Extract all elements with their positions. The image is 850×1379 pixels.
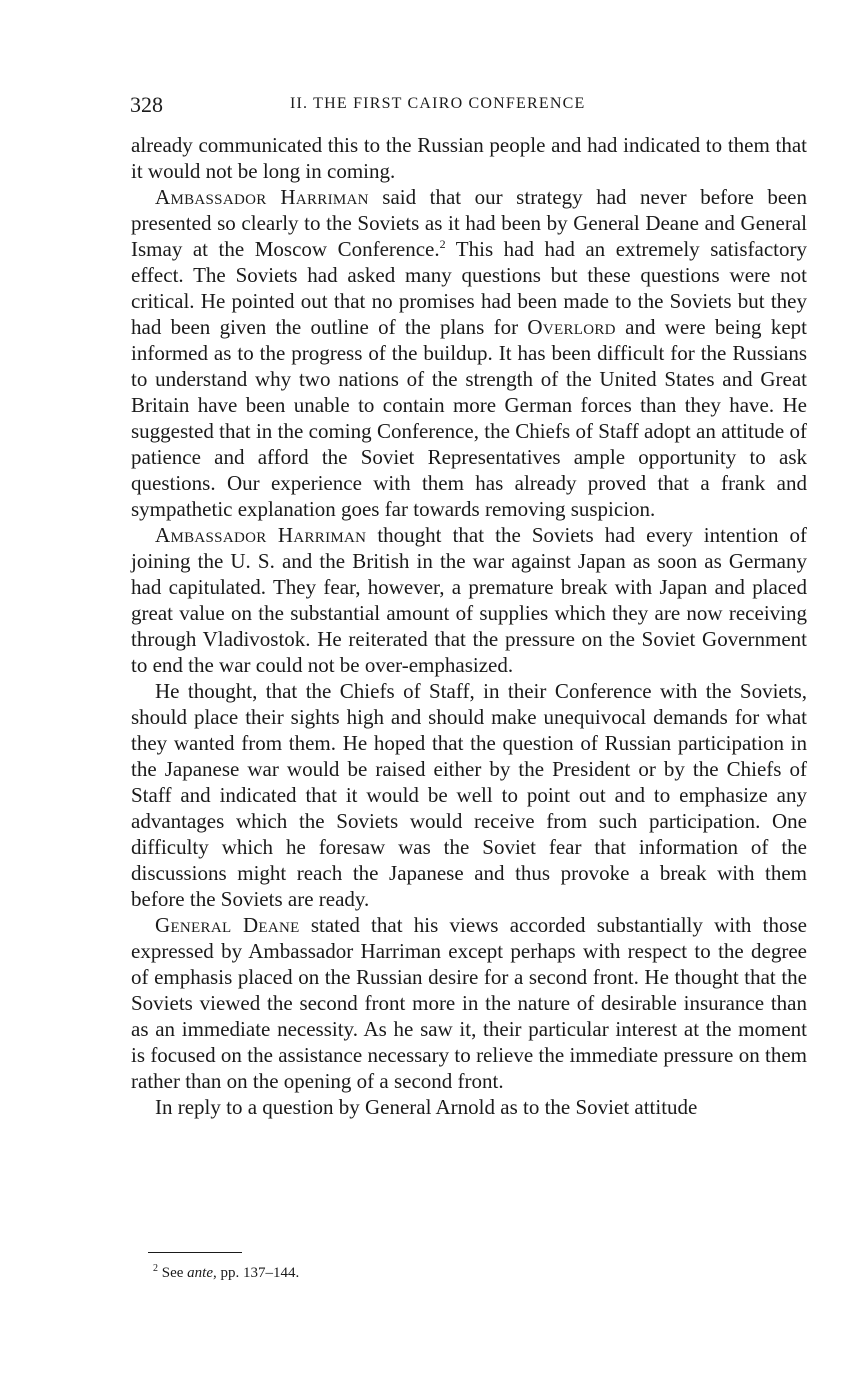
footnote-number: 2: [153, 1263, 158, 1274]
paragraph-2: [131, 184, 807, 522]
paragraph-text: already communicated this to the Russian people and had indicated to them that it would not be long in coming.: [131, 133, 807, 183]
paragraph-text: stated that his views accorded substantially with those expressed by Ambassador Harriman except perhaps with respect to the degree of emphasis placed on the Russian desire for a second front. He thought that the Soviets viewed the second front more in the nature of desirable insurance than as an immediate necessity. As he saw it, their particular interest at the moment is focused on the assistance necessary to relieve the immediate pressure on them rather than on the opening of a second front.: [131, 913, 807, 1093]
speaker-name: General Deane: [155, 913, 300, 937]
speaker-name: Ambassador Harriman: [155, 185, 369, 209]
page-number: 328: [130, 92, 163, 117]
paragraph-1: [131, 132, 807, 184]
footnote-divider: [148, 1252, 242, 1253]
footnote-ante: ante: [187, 1265, 213, 1281]
page-header: [130, 92, 810, 118]
paragraph-text: thought that the Soviets had every intention of joining the U. S. and the British in the war against Japan as soon as Germany had capitulated. They fear, however, a premature break with Japan and placed great value on the substantial amount of supplies which they are now receiving through Vladivostok. He reiterated that the pressure on the Soviet Government to end the war could not be over-emphasized.: [131, 523, 808, 677]
footnote-pages: , pp. 137–144.: [213, 1265, 300, 1281]
footnote: [153, 1265, 299, 1282]
speaker-name: Ambassador Harriman: [155, 523, 367, 547]
paragraph-text: and were being kept informed as to the progress of the buildup. It has been difficult for the Russians to understand why two nations of the strength of the United States and Great Britain have been unable to contain more German forces than they have. He suggested that in the coming Conference, the Chiefs of Staff adopt an attitude of patience and afford the Soviet Representatives ample opportunity to ask questions. Our experience with them has already proved that a frank and sympathetic explanation goes far towards removing suspicion.: [131, 315, 808, 521]
paragraph-4: [131, 678, 807, 912]
footnote-prefix: See: [158, 1265, 188, 1281]
paragraph-5: [131, 912, 807, 1094]
paragraph-text: In reply to a question by General Arnold as to the Soviet attitude: [155, 1095, 698, 1119]
paragraph-text: said that our strategy had never before been presented so clearly to the Soviets as it had been by General Deane and General Ismay at the Moscow Conference.: [131, 185, 807, 261]
footnote-reference[interactable]: 2: [439, 237, 446, 251]
operation-codename: Overlord: [527, 315, 616, 339]
paragraph-3: [131, 522, 807, 678]
running-head: II. THE FIRST CAIRO CONFERENCE: [290, 95, 586, 112]
paragraph-6: [131, 1094, 807, 1120]
body-text: [131, 132, 807, 1120]
paragraph-text: He thought, that the Chiefs of Staff, in their Conference with the Soviets, should place their sights high and should make unequivocal demands for what they wanted from them. He hoped that the question of Russian participation in the Japanese war would be raised either by the President or by the Chiefs of Staff and indicated that it would be well to point out and to emphasize any advantages which the Soviets would receive from such participation. One difficulty which he foresaw was the Soviet fear that information of the discussions might reach the Japanese and thus provoke a break with them before the Soviets are ready.: [131, 679, 807, 911]
paragraph-text: This had had an extremely satisfactory effect. The Soviets had asked many questions but these questions were not critical. He pointed out that no promises had been made to the Soviets but they had been given the outline of the plans for: [131, 237, 807, 339]
